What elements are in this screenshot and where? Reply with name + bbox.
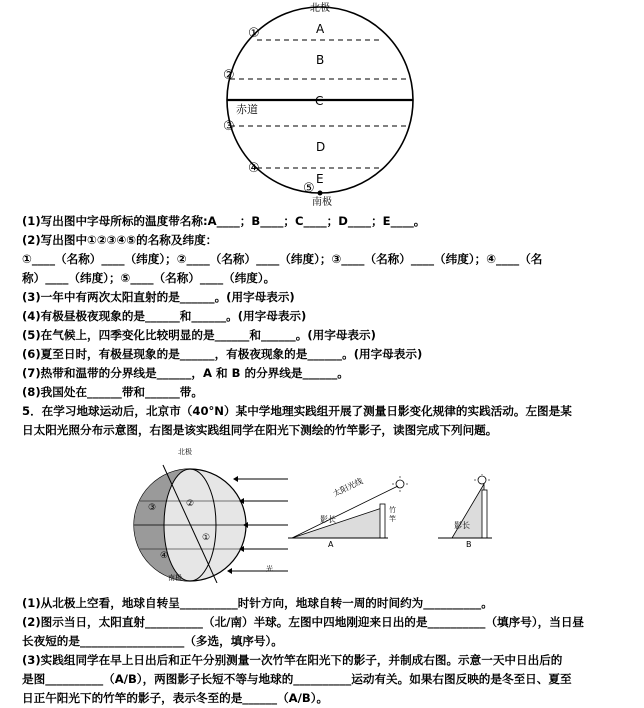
diagram-a-label: A [328, 540, 334, 549]
point-2-label: ② [186, 499, 195, 509]
question-4: (4)有极昼极夜现象的是______和______。(用字母表示) [22, 309, 307, 323]
sunlit-globe-diagram [128, 443, 298, 583]
figure-sunlight-globe [128, 443, 298, 583]
south-pole-label: 南极 [312, 197, 332, 208]
point-4-label: ④ [160, 551, 169, 561]
zone-a-label: A [316, 22, 325, 36]
pole-label: 竹竿 [389, 506, 396, 523]
line-5-label: ⑤ [303, 181, 315, 196]
equator-label: 赤道 [236, 103, 258, 116]
shadow-length-b-label: 影长 [454, 521, 470, 530]
question-2-line-b: 称）____（纬度）；⑤____（名称）____（纬度）。 [22, 271, 276, 285]
question-2: (2)写出图中①②③④⑤的名称及纬度： [22, 233, 218, 247]
question-3: (3)一年中有两次太阳直射的是______。(用字母表示) [22, 290, 295, 304]
line-1-label: ① [248, 26, 260, 41]
zone-c-label: C [315, 94, 324, 108]
shadow-diagram-svg [288, 474, 518, 550]
question-1: (1)写出图中字母所标的温度带名称:A____；B____；C____；D____；E____。 [22, 214, 426, 228]
question-5: (5)在气候上，四季变化比较明显的是______和______。(用字母表示) [22, 328, 376, 342]
light-label: 光 [266, 565, 273, 573]
problem-5-question-3-line-1: (3)实践组同学在早上日出后和正午分别测量一次竹竿在阳光下的影子，并制成右图。示意一天中日出后的 [22, 653, 563, 667]
line-3-label: ③ [223, 119, 235, 134]
globe-north-pole-label: 北极 [178, 448, 192, 456]
question-8: (8)我国处在______带和______带。 [22, 385, 203, 399]
line-4-label: ④ [248, 161, 260, 176]
problem-5-question-2-line-1: (2)图示当日，太阳直射__________（北/南）半球。左图中四地刚迎来日出的是__________（填序号），当日昼 [22, 615, 585, 629]
figure-shadow-diagrams [288, 474, 518, 550]
line-2-label: ② [223, 68, 235, 83]
problem-5-question-2-line-2: 长夜短的是__________________（多选，填序号）。 [22, 634, 283, 648]
question-6: (6)夏至日时，有极昼现象的是______，有极夜现象的是______。(用字母表示) [22, 347, 423, 361]
problem-5-intro-line-2: 日太阳光照分布示意图，右图是该实践组同学在阳光下测绘的竹竿影子，读图完成下列问题。 [22, 423, 498, 437]
north-pole-label: 北极 [310, 3, 330, 14]
point-3-label: ③ [148, 503, 157, 513]
diagram-b-label: B [466, 540, 472, 549]
figure-temperature-zones [210, 0, 440, 208]
problem-5-question-3-line-3: 日正午阳光下的竹竿的影子，表示冬至的是______（A/B）。 [22, 691, 329, 705]
point-1-label: ① [202, 533, 211, 543]
question-2-line-a: ①____（名称）____（纬度）；②____（名称）____（纬度）；③____（名称）____（纬度）；④____（名 [22, 252, 543, 266]
problem-5-intro-line-1: 5．在学习地球运动后，北京市（40°N）某中学地理实践组开展了测量日影变化规律的实践活动。左图是某 [22, 404, 572, 418]
sunlight-line-label: 太阳光线 [331, 476, 365, 499]
problem-5-question-1: (1)从北极上空看，地球自转呈__________时针方向，地球自转一周的时间约为__________。 [22, 596, 493, 610]
zone-d-label: D [316, 140, 326, 154]
zone-b-label: B [316, 53, 325, 67]
question-7: (7)热带和温带的分界线是______，A 和 B 的分界线是______。 [22, 366, 349, 380]
globe-south-pole-label: 南极 [168, 574, 182, 582]
zone-e-label: E [316, 172, 324, 186]
problem-5-question-3-line-2: 是图__________（A/B），两图影子长短不等与地球的__________运动有关。如果右图反映的是冬至日、夏至 [22, 672, 572, 686]
shadow-length-a-label: 影长 [320, 515, 336, 524]
